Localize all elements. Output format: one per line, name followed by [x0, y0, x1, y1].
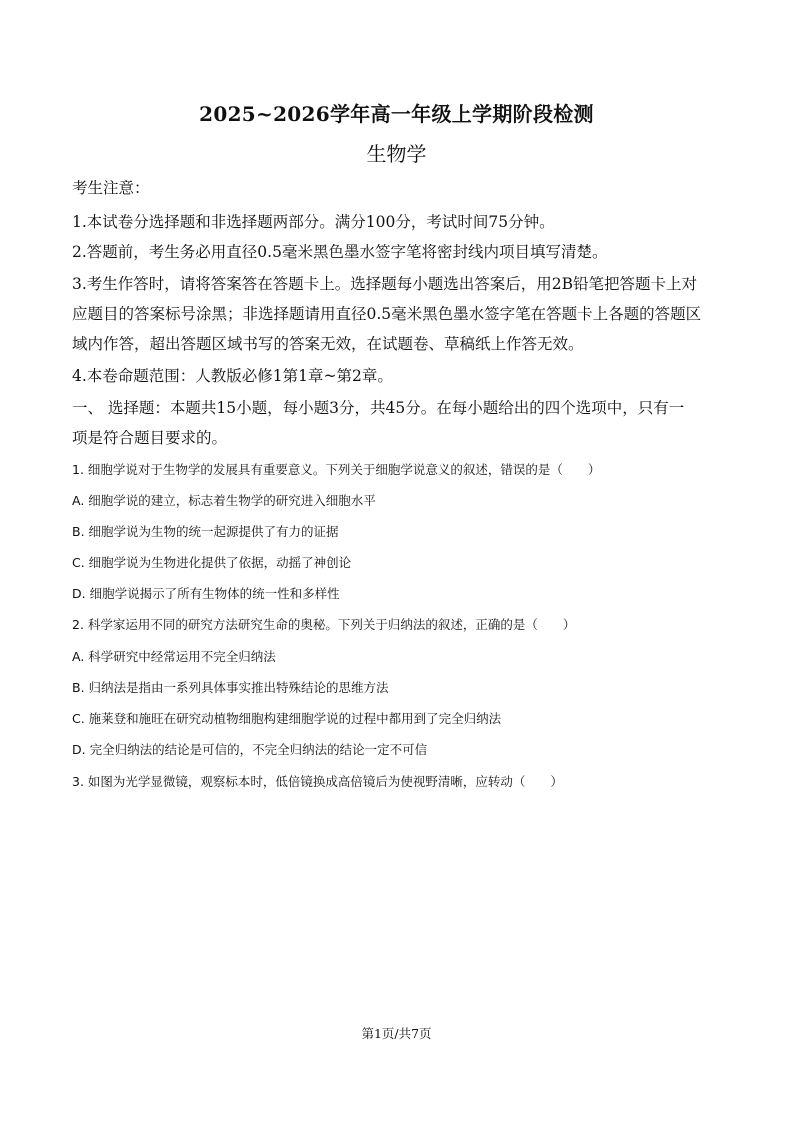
question-option: A. 细胞学说的建立，标志着生物学的研究进入细胞水平: [72, 493, 376, 508]
exam-subject: 生物学: [366, 142, 427, 166]
question-stem: 3. 如图为光学显微镜，观察标本时，低倍镜换成高倍镜后为使视野清晰，应转动（ ）: [72, 774, 563, 789]
notice-heading: 考生注意：: [72, 179, 150, 197]
question-stem: 1. 细胞学说对于生物学的发展具有重要意义。下列关于细胞学说意义的叙述，错误的是（ ）: [72, 462, 601, 477]
question-option: C. 施莱登和施旺在研究动植物细胞构建细胞学说的过程中都用到了完全归纳法: [72, 711, 502, 726]
notice-item: 应题目的答案标号涂黑；非选择题请用直径0.5毫米黑色墨水签字笔在答题卡上各题的答题区: [72, 305, 702, 323]
notice-item: 域内作答，超出答题区域书写的答案无效，在试题卷、草稿纸上作答无效。: [72, 335, 584, 353]
question-option: B. 细胞学说为生物的统一起源提供了有力的证据: [72, 524, 339, 539]
question-option: D. 完全归纳法的结论是可信的，不完全归纳法的结论一定不可信: [72, 742, 428, 757]
question-option: D. 细胞学说揭示了所有生物体的统一性和多样性: [72, 586, 340, 601]
question-option: A. 科学研究中经常运用不完全归纳法: [72, 649, 276, 664]
section-instruction-cont: 项是符合题目要求的。: [72, 429, 228, 447]
notice-item: 1.本试卷分选择题和非选择题两部分。满分100分，考试时间75分钟。: [72, 213, 555, 231]
question-option: B. 归纳法是指由一系列具体事实推出特殊结论的思维方法: [72, 680, 389, 695]
notice-item: 4.本卷命题范围：人教版必修1第1章~第2章。: [72, 367, 393, 385]
question-stem: 2. 科学家运用不同的研究方法研究生命的奥秘。下列关于归纳法的叙述，正确的是（ ）: [72, 617, 576, 632]
question-option: C. 细胞学说为生物进化提供了依据，动摇了神创论: [72, 555, 352, 570]
exam-title: 2025~2026学年高一年级上学期阶段检测: [199, 102, 594, 126]
page-number: 第1页/共7页: [361, 1026, 432, 1041]
section-instruction: 一、 选择题：本题共15小题，每小题3分，共45分。在每小题给出的四个选项中，只有一: [72, 399, 685, 417]
notice-item: 2.答题前，考生务必用直径0.5毫米黑色墨水签字笔将密封线内项目填写清楚。: [72, 243, 608, 261]
notice-item: 3.考生作答时，请将答案答在答题卡上。选择题每小题选出答案后，用2B铅笔把答题卡上对: [72, 275, 698, 293]
